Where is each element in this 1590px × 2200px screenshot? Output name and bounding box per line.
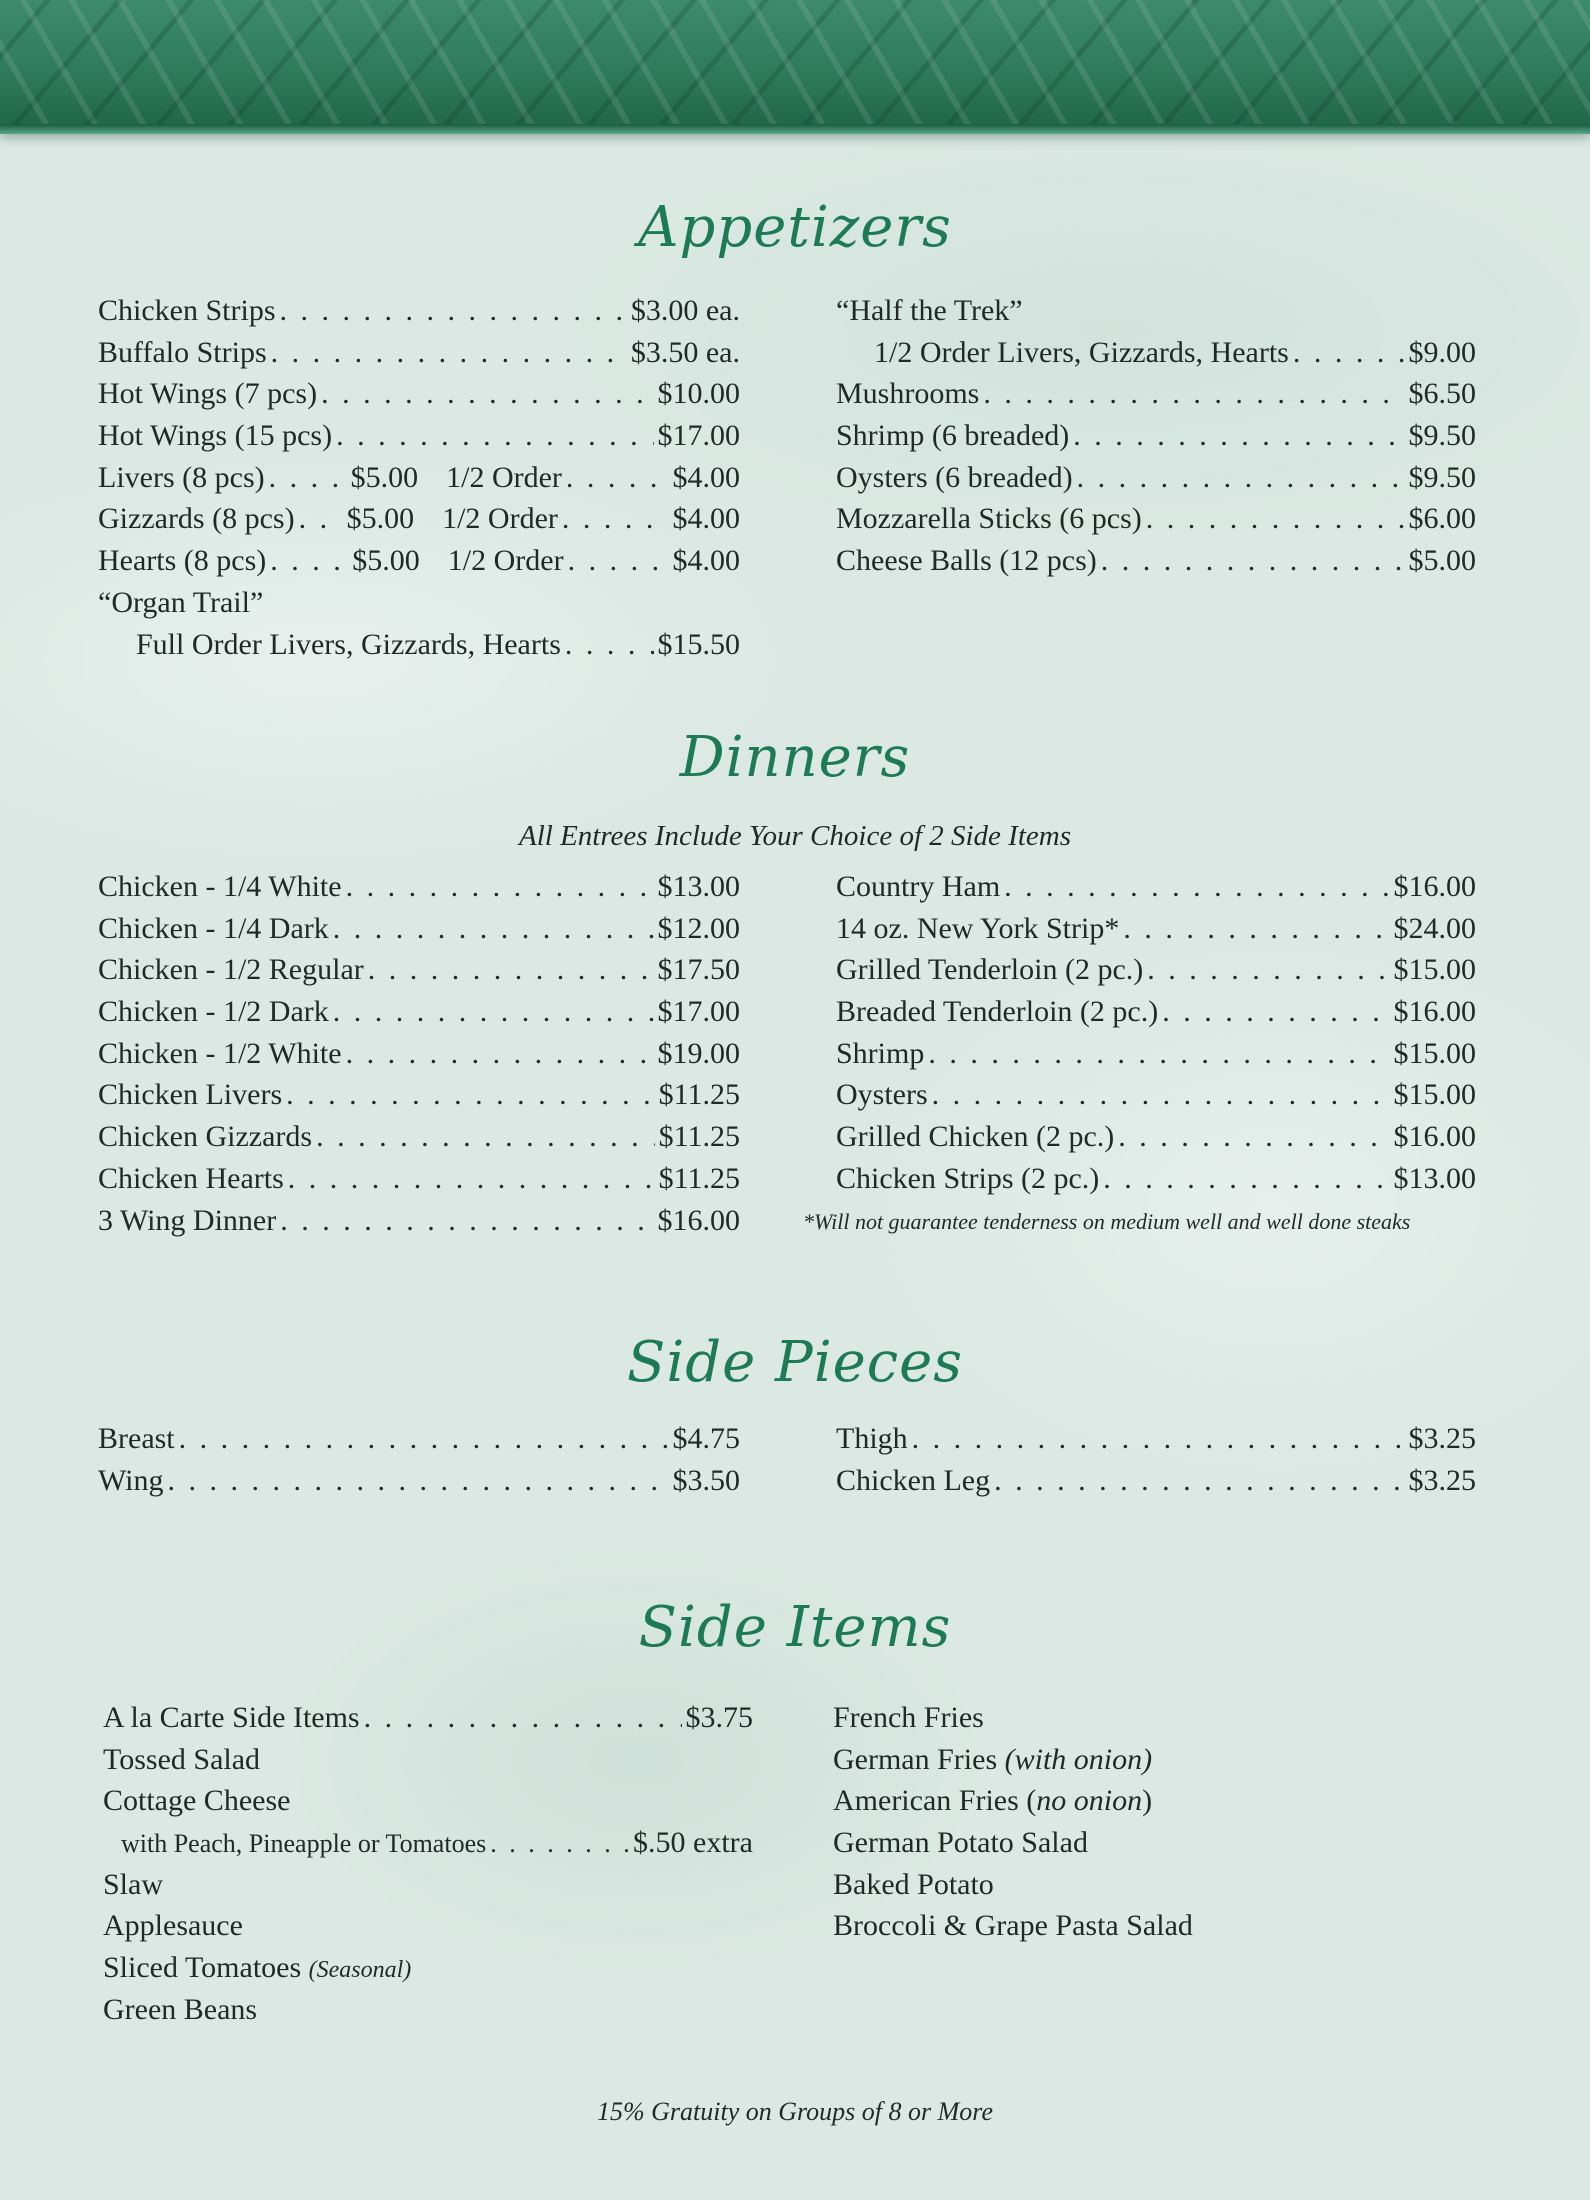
- menu-item: Chicken Gizzards . . . $11.25: [98, 1116, 740, 1158]
- side-pieces-heading: Side Pieces: [626, 1330, 964, 1395]
- side-item: Green Beans: [103, 1992, 258, 2026]
- menu-item: Mozzarella Sticks (6 pcs) . . . $6.00: [836, 498, 1476, 540]
- menu-item: Chicken Leg . . . $3.25: [836, 1460, 1476, 1502]
- side-item: American Fries (no onion): [833, 1784, 1153, 1818]
- menu-item: 1/2 Order Livers, Gizzards, Hearts . . . $9.00: [836, 332, 1476, 374]
- menu-item: Hot Wings (15 pcs) . . . $17.00: [98, 415, 740, 457]
- menu-item: Chicken Livers . . . $11.25: [98, 1074, 740, 1116]
- side-item: Cottage Cheese: [103, 1784, 291, 1818]
- menu-item: 3 Wing Dinner . . . $16.00: [98, 1200, 740, 1242]
- menu-item: Full Order Livers, Gizzards, Hearts . . . $15.50: [98, 624, 740, 666]
- menu-item: Chicken Hearts . . . $11.25: [98, 1158, 740, 1200]
- side-item: German Fries (with onion): [833, 1742, 1153, 1776]
- menu-item: Breaded Tenderloin (2 pc.) . . . $16.00: [836, 991, 1476, 1033]
- side-items-right-column: [833, 1697, 1473, 1947]
- menu-item: Wing . . . $3.50: [98, 1460, 740, 1502]
- menu-item: Chicken Strips . . . $3.00 ea.: [98, 290, 740, 332]
- menu-item: Mushrooms . . . $6.50: [836, 373, 1476, 415]
- decorative-banner: [0, 0, 1590, 134]
- menu-item: Gizzards (8 pcs) . . . $5.00 1/2 Order . . . $4.00: [98, 498, 740, 540]
- menu-item: 14 oz. New York Strip* . . . $24.00: [836, 908, 1476, 950]
- side-items-left-column: [103, 1697, 753, 2031]
- side-item: Baked Potato: [833, 1867, 994, 1901]
- side-item: French Fries: [833, 1701, 984, 1734]
- side-items-heading: Side Items: [638, 1595, 952, 1660]
- side-item: Tossed Salad: [103, 1742, 261, 1776]
- menu-item: Chicken - 1/4 White . . . $13.00: [98, 866, 740, 908]
- menu-item: with Peach, Pineapple or Tomatoes . . . $.50 extra: [103, 1822, 753, 1864]
- menu-item: A la Carte Side Items . . . $3.75: [103, 1697, 753, 1739]
- steak-footnote: *Will not guarantee tenderness on medium well and well done steaks: [803, 1209, 1411, 1234]
- menu-item: Hearts (8 pcs) . . . $5.00 1/2 Order . . . $4.00: [98, 540, 740, 582]
- menu-item: Shrimp (6 breaded) . . . $9.50: [836, 415, 1476, 457]
- side-item: Slaw: [103, 1867, 163, 1901]
- menu-item: Chicken - 1/2 White . . . $19.00: [98, 1033, 740, 1075]
- menu-item: Grilled Tenderloin (2 pc.) . . . $15.00: [836, 949, 1476, 991]
- menu-item: Chicken - 1/2 Regular . . . $17.50: [98, 949, 740, 991]
- side-item: Broccoli & Grape Pasta Salad: [833, 1909, 1193, 1943]
- menu-item: Oysters . . . $15.00: [836, 1074, 1476, 1116]
- organ-trail-title: “Organ Trail”: [98, 585, 264, 619]
- half-trek-title: “Half the Trek”: [836, 294, 1023, 327]
- side-item: Applesauce: [103, 1909, 243, 1943]
- menu-item: Hot Wings (7 pcs) . . . $10.00: [98, 373, 740, 415]
- dinners-subtitle: All Entrees Include Your Choice of 2 Side Items: [519, 820, 1071, 852]
- appetizers-right-column: [836, 290, 1476, 582]
- dinners-right-column: [836, 866, 1476, 1200]
- side-pieces-left-column: [98, 1418, 740, 1501]
- side-item: Sliced Tomatoes (Seasonal): [103, 1951, 412, 1985]
- menu-item: Thigh . . . $3.25: [836, 1418, 1476, 1460]
- appetizers-heading: Appetizers: [638, 195, 952, 260]
- menu-item: Chicken Strips (2 pc.) . . . $13.00: [836, 1158, 1476, 1200]
- menu-item: Cheese Balls (12 pcs) . . . $5.00: [836, 540, 1476, 582]
- menu-item: Livers (8 pcs) . . . $5.00 1/2 Order . . . $4.00: [98, 457, 740, 499]
- dinners-left-column: [98, 866, 740, 1241]
- side-pieces-right-column: [836, 1418, 1476, 1501]
- menu-item: Shrimp . . . $15.00: [836, 1033, 1476, 1075]
- side-item: German Potato Salad: [833, 1826, 1088, 1860]
- menu-item: Oysters (6 breaded) . . . $9.50: [836, 457, 1476, 499]
- menu-item: Chicken - 1/4 Dark . . . $12.00: [98, 908, 740, 950]
- menu-item: Country Ham . . . $16.00: [836, 866, 1476, 908]
- appetizers-left-column: [98, 290, 740, 665]
- dinners-heading: Dinners: [679, 725, 911, 790]
- menu-item: Chicken - 1/2 Dark . . . $17.00: [98, 991, 740, 1033]
- menu-item: Buffalo Strips . . . $3.50 ea.: [98, 332, 740, 374]
- menu-item: Breast . . . $4.75: [98, 1418, 740, 1460]
- menu-item: Grilled Chicken (2 pc.) . . . $16.00: [836, 1116, 1476, 1158]
- gratuity-footer: 15% Gratuity on Groups of 8 or More: [596, 2097, 993, 2126]
